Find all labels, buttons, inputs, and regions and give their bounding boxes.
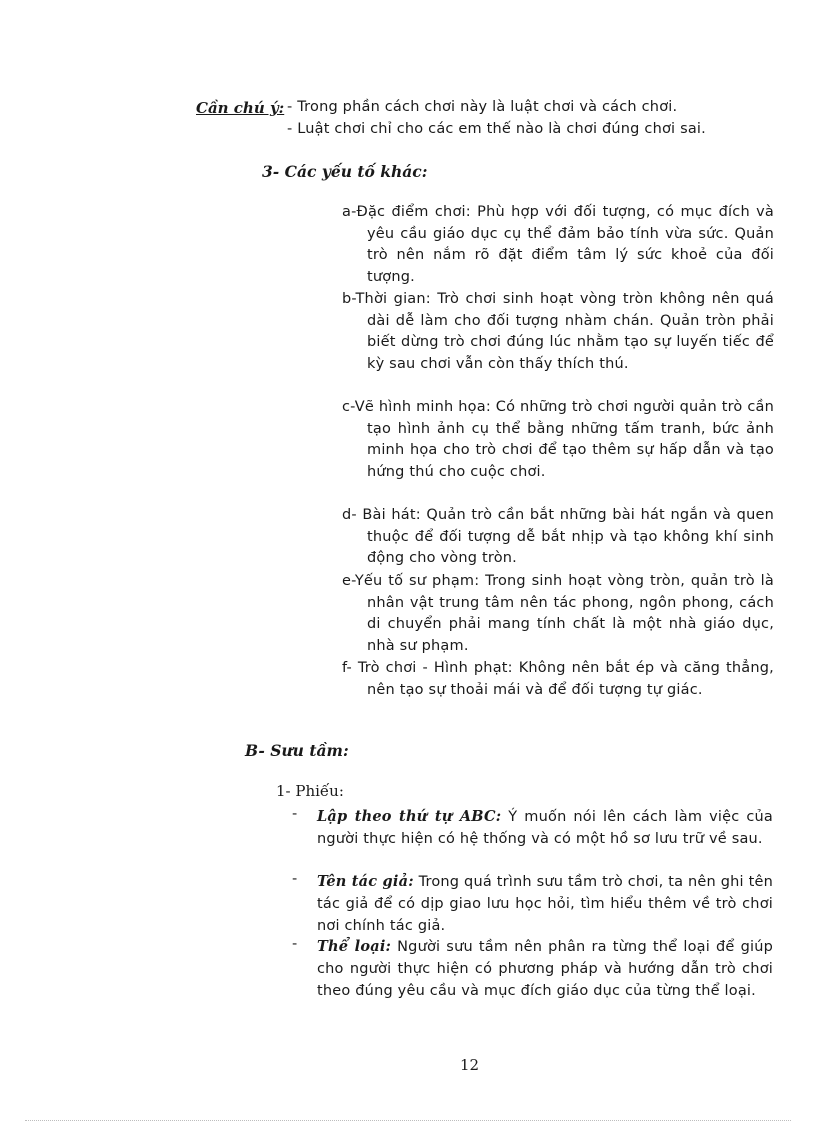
factor-item-b-text: b-Thời gian: Trò chơi sinh hoạt vòng tròn không nên quá dài dễ làm cho đối tượng nhàm chán. Quản tròn phải biết dừng trò chơi đúng lúc nhằm tạo sự luyến tiếc để kỳ sau chơi vẫn còn thấy thích thú. (342, 291, 774, 372)
footer-rule (25, 1120, 791, 1121)
note-label: Cần chú ý: (196, 99, 285, 117)
page-number: 12 (460, 1056, 480, 1074)
bullet-text: Trong quá trình sưu tầm trò chơi, ta nên ghi tên tác giả để có dịp giao lưu học hỏi, tìm hiểu thêm về trò chơi nơi chính tác giả. (317, 874, 773, 934)
bullet-body (317, 806, 773, 850)
section-3-heading: 3- Các yếu tố khác: (262, 162, 428, 181)
factor-item-a-text: a-Đặc điểm chơi: Phù hợp với đối tượng, có mục đích và yêu cầu giáo dục cụ thể đảm bảo tính vừa sức. Quản trò nên nắm rõ đặt điểm tâm lý sức khoẻ của đối tượng. (342, 204, 774, 285)
bullet-term: Thể loại: (317, 938, 392, 955)
bullet-dash: - (292, 806, 298, 822)
bullet-term: Lập theo thứ tự ABC: (317, 808, 502, 825)
section-b-heading: B- Sưu tầm: (245, 741, 349, 760)
factor-item-a (342, 202, 774, 288)
sub-heading-phieu: 1- Phiếu: (276, 782, 344, 800)
note-line-2: - Luật chơi chỉ cho các em thế nào là chơi đúng chơi sai. (287, 121, 706, 137)
factor-item-f (342, 658, 774, 701)
note-line-1: - Trong phần cách chơi này là luật chơi và cách chơi. (287, 99, 678, 115)
factor-item-f-text: f- Trò chơi - Hình phạt: Không nên bắt ép và căng thẳng, nên tạo sự thoải mái và để đối tượng tự giác. (342, 660, 774, 698)
factor-item-d-text: d- Bài hát: Quản trò cần bắt những bài hát ngắn và quen thuộc để đối tượng dễ bắt nhịp và tạo không khí sinh động cho vòng tròn. (342, 507, 774, 566)
factor-item-c-text: c-Vẽ hình minh họa: Có những trò chơi người quản trò cần tạo hình ảnh cụ thể bằng những tấm tranh, bức ảnh minh họa cho trò chơi để tạo thêm sự hấp dẫn và tạo hứng thú cho cuộc chơi. (342, 399, 774, 480)
factor-item-e (342, 571, 774, 657)
bullet-text: Ý muốn nói lên cách làm việc của người thực hiện có hệ thống và có một hồ sơ lưu trữ về sau. (317, 809, 774, 847)
factor-item-d (342, 505, 774, 570)
bullet-body (317, 871, 773, 937)
bullet-dash: - (292, 871, 298, 887)
bullet-term: Tên tác giả: (317, 873, 414, 890)
factor-item-e-text: e-Yếu tố sư phạm: Trong sinh hoạt vòng tròn, quản trò là nhân vật trung tâm nên tác phong, ngôn phong, cách di chuyển phải mang tính chất là một nhà giáo dục, nhà sư phạm. (342, 573, 774, 654)
factor-item-c (342, 397, 774, 483)
factor-item-b (342, 289, 774, 375)
bullet-body (317, 936, 773, 1002)
bullet-dash: - (292, 936, 298, 952)
bullet-text: Người sưu tầm nên phân ra từng thể loại để giúp cho người thực hiện có phương pháp và hướng dẫn trò chơi theo đúng yêu cầu và mục đích giáo dục của từng thể loại. (317, 939, 773, 999)
